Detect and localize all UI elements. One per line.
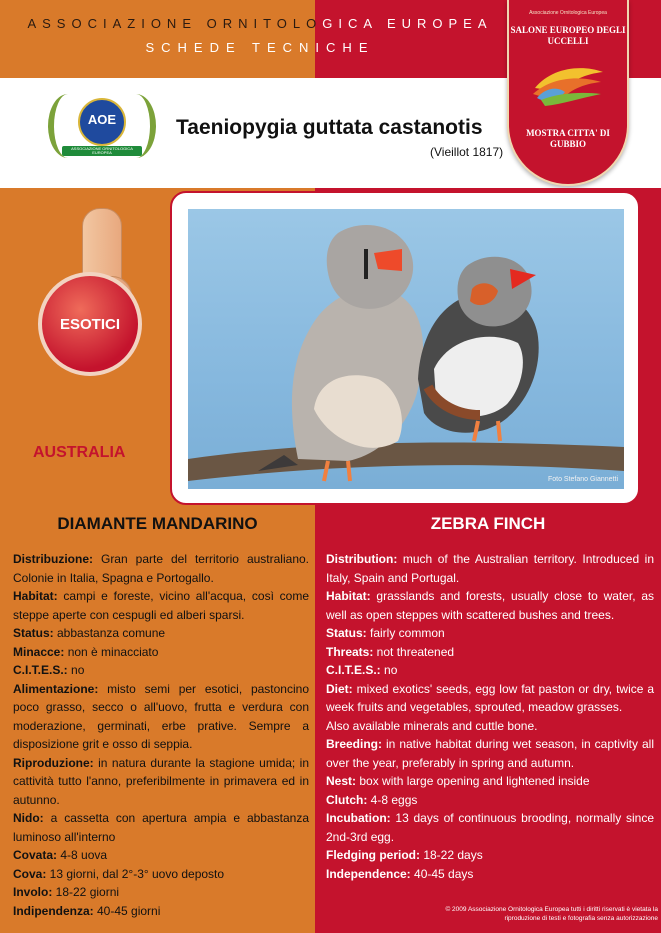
aoe-logo: [44, 90, 160, 168]
it-item-cites: C.I.T.E.S.: no: [13, 663, 85, 677]
show-badge-subtitle: MOSTRA CITTA' DI GUBBIO: [526, 128, 610, 149]
en-item-status: Status: fairly common: [326, 626, 445, 640]
en-item-fledging: Fledging period: 18-22 days: [326, 848, 483, 862]
it-item-distribuzione: Distribuzione: Gran parte del territorio australiano. Colonie in Italia, Spagna e Portogallo.: [13, 552, 309, 585]
aoe-logo-text: AOE: [87, 112, 117, 127]
en-item-incubation: Incubation: 13 days of continuous brooding, normally since 2nd-3rd egg.: [326, 811, 654, 844]
bird-photo: [188, 209, 624, 489]
it-item-covata: Covata: 4-8 uova: [13, 848, 108, 862]
en-item-breeding: Breeding: in native habitat during wet season, in captivity all over the year, preferably in spring and autumn.: [326, 737, 654, 770]
en-item-independence: Independence: 40-45 days: [326, 866, 474, 881]
it-item-nido: Nido: a cassetta con apertura ampia e abbastanza luminoso all'interno: [13, 811, 309, 844]
zebra-finch-illustration-icon: [188, 209, 624, 489]
en-item-habitat: Habitat: grasslands and forests, usually close to water, as well as open steppes with scattered bushes and trees.: [326, 589, 654, 622]
en-item-threats: Threats: not threatened: [326, 644, 455, 659]
copyright-notice: © 2009 Associazione Ornitologica Europea tutti i diritti riservati è vietata la riproduzione di testi e fotografia senza autorizzazione: [445, 906, 658, 922]
it-item-indipendenza: Indipendenza: 40-45 giorni: [13, 903, 161, 918]
english-common-name: ZEBRA FINCH: [430, 514, 546, 533]
photo-credit: Foto Stefano Giannetti: [547, 476, 618, 483]
it-item-status: Status: abbastanza comune: [13, 626, 166, 640]
species-scientific-name: Taeniopygia guttata castanotis: [176, 116, 483, 139]
en-item-cites: C.I.T.E.S.: no: [326, 663, 398, 677]
show-badge-title: SALONE EUROPEO DEGLI UCCELLI: [510, 25, 626, 46]
it-item-habitat: Habitat: campi e foreste, vicino all'acqua, così come steppe aperte con cespugli ed alberi sparsi.: [13, 589, 309, 622]
show-badge: [507, 0, 629, 186]
en-item-clutch: Clutch: 4-8 eggs: [326, 792, 418, 807]
en-item-diet: Diet: mixed exotics' seeds, egg low fat paston or dry, twice a week fruits and vegetables, sprouted, meadow grasses.: [326, 681, 654, 714]
aoe-logo-subtitle: ASSOCIAZIONE ORNITOLOGICA EUROPEA: [71, 146, 133, 155]
en-item-distribution: Distribution: much of the Australian territory. Introduced in Italy, Spain and Portugal.: [326, 552, 654, 585]
bird-logo-icon: [531, 58, 605, 108]
it-item-minacce: Minacce: non è minacciato: [13, 644, 159, 659]
region-label: AUSTRALIA: [33, 444, 126, 461]
photo-frame: [170, 191, 640, 505]
category-badge: [24, 208, 164, 388]
it-item-alimentazione: Alimentazione: misto semi per esotici, pastoncino poco grasso, secco o all'uovo, frutta e verdura con moderazione, germinati, erbe prative. Sempre a disposizione grit e osso di seppia.: [13, 681, 309, 751]
it-item-involo: Involo: 18-22 giorni: [13, 885, 120, 899]
show-badge-top: Associazione Ornitologica Europea: [529, 10, 607, 16]
header-band-orange: [0, 0, 315, 78]
en-item-minerals: Also available minerals and cuttle bone.: [326, 718, 538, 733]
italian-description: [13, 550, 309, 920]
it-item-cova: Cova: 13 giorni, dal 2°-3° uovo deposto: [13, 866, 225, 881]
header-subtitle: SCHEDE TECNICHE: [145, 40, 375, 55]
species-author: (Vieillot 1817): [430, 145, 504, 159]
english-description: [326, 550, 654, 883]
header-association: ASSOCIAZIONE ORNITOLOGICA EUROPEA: [27, 16, 493, 31]
category-label: ESOTICI: [59, 316, 120, 333]
en-item-nest: Nest: box with large opening and lightened inside: [326, 774, 590, 788]
italian-common-name: DIAMANTE MANDARINO: [57, 514, 258, 533]
it-item-riproduzione: Riproduzione: in natura durante la stagione umida; in cattività tutto l'anno, preferibilmente in primavera ed in autunno.: [13, 755, 309, 807]
